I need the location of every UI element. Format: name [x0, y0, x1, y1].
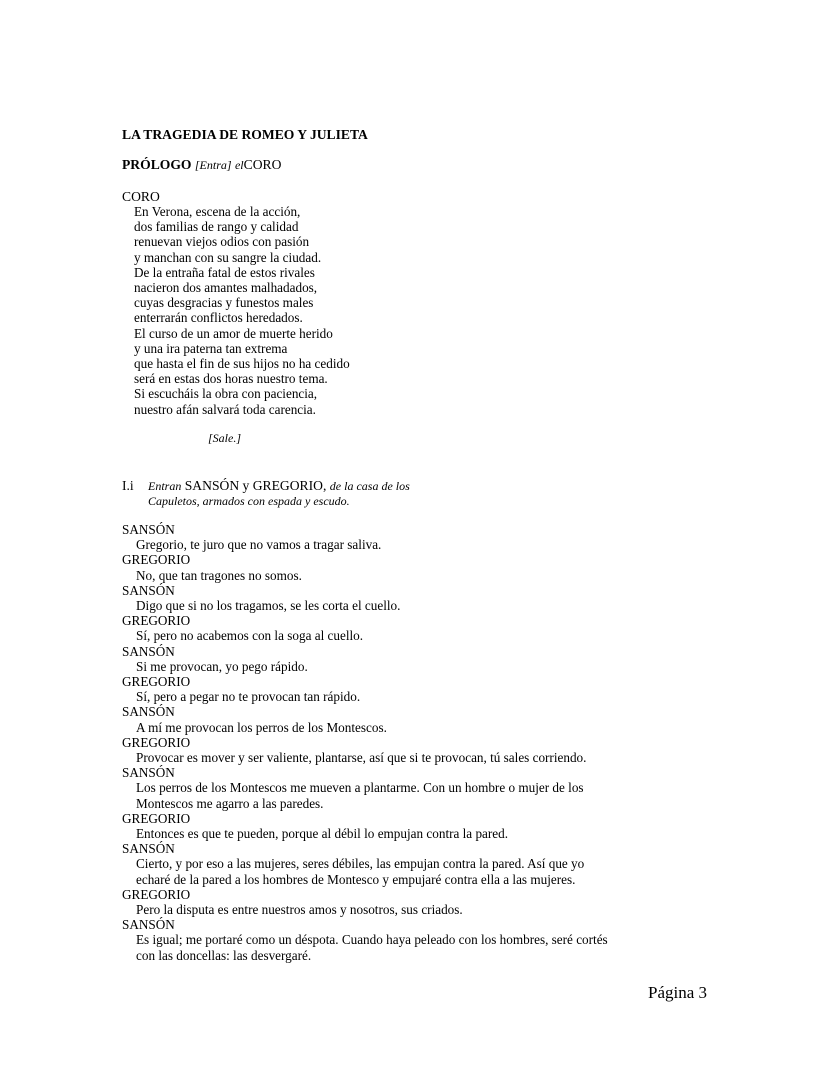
speaker-name: SANSÓN [122, 582, 175, 598]
dialogue-line: con las doncellas: las desvergaré. [136, 947, 312, 963]
dialogue-line: Sí, pero no acabemos con la soga al cuello. [136, 628, 364, 644]
dialogue-block [122, 522, 610, 963]
scene-direction-2: Capuletos, armados con espada y escudo. [148, 494, 350, 509]
verse-line: será en estas dos horas nuestro tema. [134, 371, 328, 387]
speaker-name: GREGORIO [122, 552, 191, 568]
speaker-name: SANSÓN [122, 765, 175, 781]
verse-line: y una ira paterna tan extrema [134, 340, 288, 356]
verse-line: dos familias de rango y calidad [134, 219, 299, 235]
verse-line: renuevan viejos odios con pasión [134, 234, 310, 250]
verse-line: nacieron dos amantes malhadados, [134, 280, 318, 296]
page-number: Página 3 [648, 983, 708, 1002]
speaker-name: SANSÓN [122, 917, 175, 933]
speaker-name: GREGORIO [122, 886, 191, 902]
coro-verses [134, 204, 350, 417]
prologue-label: PRÓLOGO [122, 157, 192, 172]
dialogue-line: Provocar es mover y ser valiente, plantarse, así que si te provocan, tú sales corriendo. [136, 750, 587, 766]
dialogue-line: Entonces es que te pueden, porque al débil lo empujan contra la pared. [136, 826, 509, 842]
verse-line: que hasta el fin de sus hijos no ha cedido [134, 356, 350, 372]
verse-line: cuyas desgracias y funestos males [134, 295, 314, 311]
verse-line: En Verona, escena de la acción, [134, 204, 301, 219]
speaker-name: GREGORIO [122, 810, 191, 826]
prologue-heading [122, 157, 281, 173]
scene-heading [122, 478, 410, 510]
dialogue-line: Montescos me agarro a las paredes. [136, 795, 324, 811]
dialogue-line: A mí me provocan los perros de los Montescos. [136, 719, 387, 735]
speaker-name: GREGORIO [122, 734, 191, 750]
speaker-name: SANSÓN [122, 704, 175, 720]
dialogue-line: No, que tan tragones no somos. [136, 567, 302, 583]
coro-exit-direction: [Sale.] [208, 431, 241, 445]
dialogue-line: echaré de la pared a los hombres de Montesco y empujaré contra ella a las mujeres. [136, 871, 576, 887]
verse-line: enterrarán conflictos heredados. [134, 310, 303, 326]
verse-line: y manchan con su sangre la ciudad. [134, 249, 322, 265]
scene-characters: SANSÓN y GREGORIO, [184, 478, 327, 493]
dialogue-line: Cierto, y por eso a las mujeres, seres débiles, las empujan contra la pared. Así que yo [136, 856, 585, 872]
scene-entran: Entran [148, 479, 182, 493]
prologue-stage-direction: [Entra] [194, 158, 232, 172]
speaker-name: GREGORIO [122, 613, 191, 629]
dialogue-line: Los perros de los Montescos me mueven a plantarme. Con un hombre o mujer de los [136, 780, 584, 796]
verse-line: De la entraña fatal de estos rivales [134, 264, 315, 280]
verse-line: nuestro afán salvará toda carencia. [134, 401, 316, 417]
dialogue-line: Si me provocan, yo pego rápido. [136, 658, 308, 674]
dialogue-line: Es igual; me portaré como un déspota. Cuando haya peleado con los hombres, seré cortés [136, 932, 608, 948]
dialogue-line: Sí, pero a pegar no te provocan tan rápido. [136, 689, 361, 705]
speaker-name: SANSÓN [122, 841, 175, 857]
play-title: LA TRAGEDIA DE ROMEO Y JULIETA [122, 127, 368, 142]
dialogue-line: Pero la disputa es entre nuestros amos y nosotros, sus criados. [136, 902, 463, 918]
verse-line: Si escucháis la obra con paciencia, [134, 386, 318, 402]
dialogue-line: Digo que si no los tragamos, se les corta el cuello. [136, 598, 401, 614]
speaker-name: SANSÓN [122, 522, 175, 537]
dialogue-line: Gregorio, te juro que no vamos a tragar saliva. [136, 537, 382, 553]
scene-number: I.i [122, 478, 134, 493]
speaker-name: SANSÓN [122, 643, 175, 659]
coro-speaker: CORO [122, 189, 160, 204]
scene-direction-1: de la casa de los [329, 479, 410, 493]
prologue-stage-el: el [234, 158, 244, 172]
verse-line: El curso de un amor de muerte herido [134, 325, 333, 341]
prologue-character: CORO [243, 157, 282, 172]
speaker-name: GREGORIO [122, 674, 191, 690]
